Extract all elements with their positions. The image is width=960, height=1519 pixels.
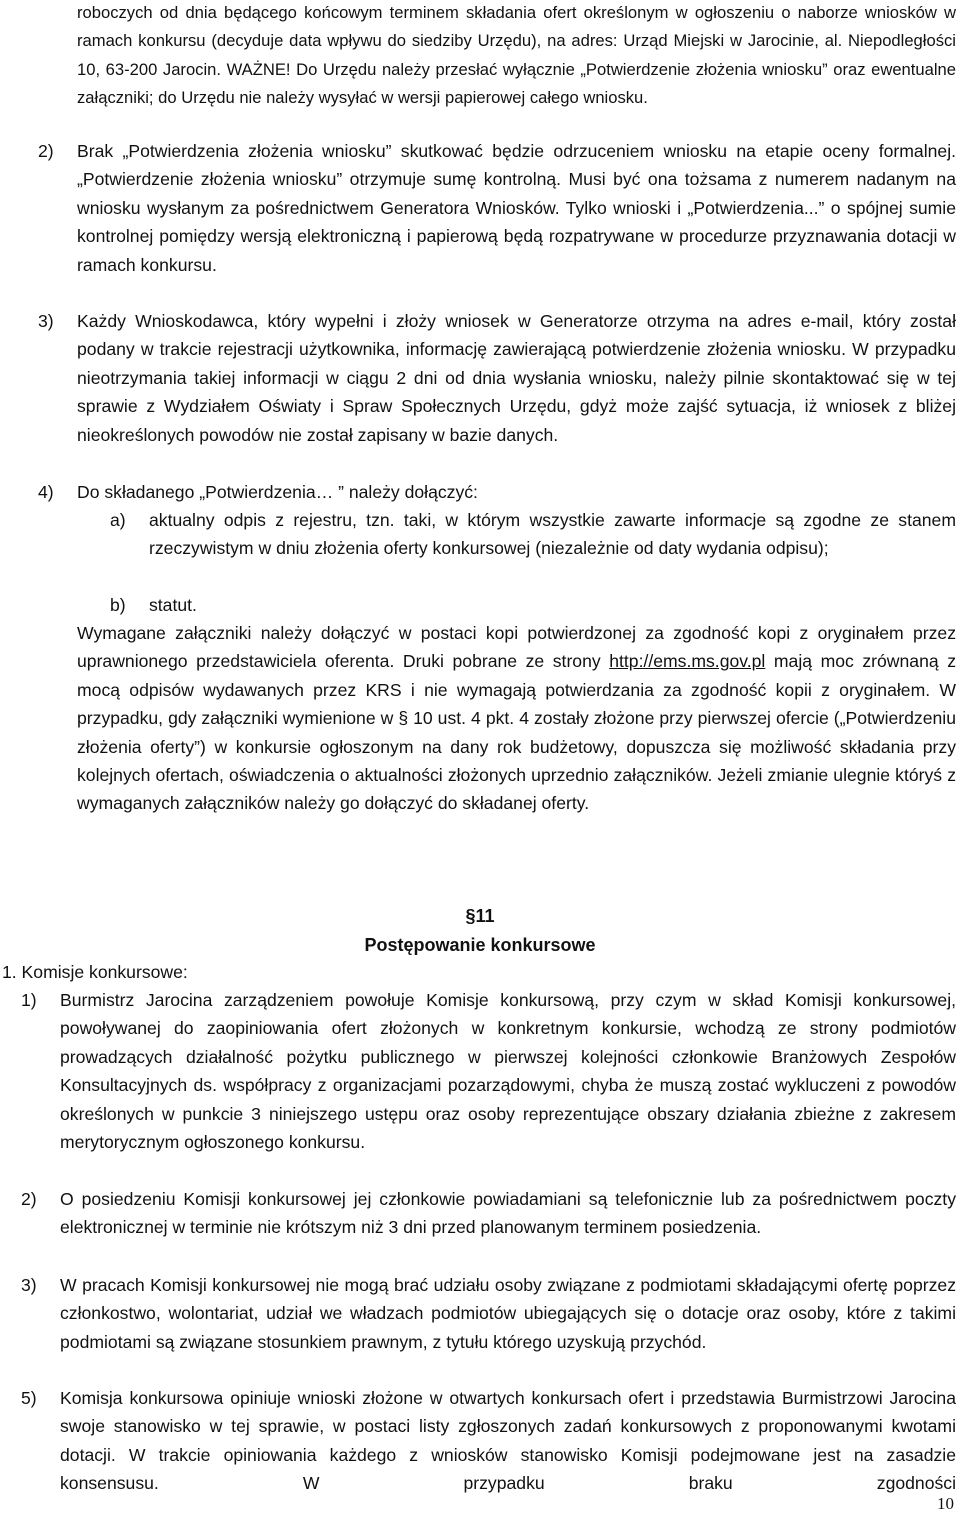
list-item-2-text: Brak „Potwierdzenia złożenia wniosku” skutkować będzie odrzuceniem wniosku na etapie oceny formalnej. „Potwierdzenie złożenia wniosku” otrzymuje sumę kontrolną. Musi być ona tożsama z numerem nadanym na wniosku wysłanym za pośrednictwem Generatora Wniosków. Tylko wnioski i „Potwierdzenia...” o spójnej sumie kontrolnej pomiędzy wersją elektroniczną i papierową będą rozpatrywane w procedurze przyznawania dotacji w ramach konkursu. — [77, 141, 956, 275]
sub-item-b-text: statut. — [149, 595, 197, 615]
list-item-4-text: Do składanego „Potwierdzenia… ” należy dołączyć: — [77, 482, 478, 502]
sub-item-a-text: aktualny odpis z rejestru, tzn. taki, w którym wszystkie zawarte informacje są zgodne ze stanem rzeczywistym w dniu złożenia oferty konkursowej (niezależnie od daty wydania odpisu); — [149, 510, 956, 559]
intro-paragraph: roboczych od dnia będącego końcowym terminem składania ofert określonym w ogłoszeniu o naborze wniosków w ramach konkursu (decyduje data wpływu do siedziby Urzędu), na adres: Urząd Miejski w Jarocinie, al. Niepodległości 10, 63-200 Jarocin. WAŻNE! Do Urzędu należy przesłać wyłącznie „Potwierdzenie złożenia wniosku” oraz ewentualne załączniki; do Urzędu nie należy wysyłać w wersji papierowej całego wniosku. — [77, 3, 956, 108]
komisje-item-2-text: O posiedzeniu Komisji konkursowej jej członkowie powiadamiani są telefonicznie lub za pośrednictwem poczty elektronicznej w terminie nie krótszym niż 3 dni przed planowanym terminem posiedzenia. — [60, 1189, 956, 1238]
section-title: Postępowanie konkursowe — [364, 935, 596, 955]
attachments-paragraph — [77, 619, 956, 818]
item-number: 4) — [38, 482, 54, 502]
attachments-text-2: mają moc zrównaną z mocą odpisów wydawanych przez KRS i nie wymagają potwierdzania za zgodność kopii z oryginałem. W przypadku, gdy załączniki wymienione w § 10 ust. 4 pkt. 4 zostały złożone przy pierwszej ofercie („Potwierdzeniu złożenia oferty”) w konkursie ogłoszonym na dany rok budżetowy, dopuszcza się możliwość składania przy kolejnych ofertach, oświadczenia o aktualności złożonych uprzednio załączników. Jeżeli zmianie ulegnie któryś z wymaganych załączników należy go dołączyć do składanej oferty. — [77, 651, 956, 814]
item-number: 2) — [21, 1189, 37, 1209]
item-number: 2) — [38, 141, 54, 161]
sub-item-number: b) — [110, 595, 126, 615]
attachments-text-1: Wymagane załączniki należy dołączyć w postaci kopi potwierdzonej za zgodność kopi z oryginałem przez uprawnionego przedstawiciela oferenta. Druki pobrane ze strony — [77, 623, 956, 672]
komisje-item-5-text: Komisja konkursowa opiniuje wnioski złożone w otwartych konkursach ofert i przedstawia Burmistrzowi Jarocina swoje stanowisko w tej sprawie, w postaci listy zgłoszonych zadań konkursowych z proponowanymi kwotami dotacji. W trakcie opiniowania każdego z wniosków stanowisko Komisji podejmowane jest na zasadzie konsensusu. W przypadku braku zgodności — [60, 1388, 956, 1494]
sub-item-number: a) — [110, 510, 126, 530]
list-item-3-text: Każdy Wnioskodawca, który wypełni i złoży wniosek w Generatorze otrzyma na adres e-mail, który został podany w trakcie rejestracji użytkownika, informację zawierającą potwierdzenie złożenia wniosku. W przypadku nieotrzymania takiej informacji w ciągu 2 dni od dnia wysłania wniosku, należy pilnie skontaktować się w tej sprawie z Wydziałem Oświaty i Spraw Społecznych Urzędu, gdyż może zajść sytuacja, iż wniosek z bliżej nieokreślonych powodów nie został zapisany w bazie danych. — [77, 311, 956, 445]
page-number: 10 — [937, 1494, 954, 1513]
komisje-label: 1. Komisje konkursowe: — [2, 962, 188, 982]
section-number: §11 — [465, 906, 495, 926]
ems-link[interactable]: http://ems.ms.gov.pl — [609, 651, 766, 672]
item-number: 3) — [38, 311, 54, 331]
komisje-item-1-text: Burmistrz Jarocina zarządzeniem powołuje Komisje konkursową, przy czym w skład Komisji konkursowej, powoływanej do zaopiniowania ofert złożonych w konkretnym konkursie, wchodzą ze strony podmiotów prowadzących działalność pożytku publicznego w pierwszej kolejności członkowie Branżowych Zespołów Konsultacyjnych ds. współpracy z organizacjami pozarządowymi, chyba że muszą zostać wykluczeni z powodów określonych w punkcie 3 niniejszego ustępu oraz osoby reprezentujące obszary działania zbieżne z zakresem merytorycznym ogłoszonego konkursu. — [60, 990, 956, 1153]
item-number: 3) — [21, 1275, 37, 1295]
item-number: 5) — [21, 1388, 37, 1408]
komisje-item-3-text: W pracach Komisji konkursowej nie mogą brać udziału osoby związane z podmiotami składającymi ofertę poprzez członkostwo, wolontariat, udział we władzach podmiotów ubiegających się o dotacje oraz osoby, które z takimi podmiotami są związane stosunkiem prawnym, z tytułu którego uzyskują przychód. — [60, 1275, 956, 1352]
item-number: 1) — [21, 990, 37, 1010]
